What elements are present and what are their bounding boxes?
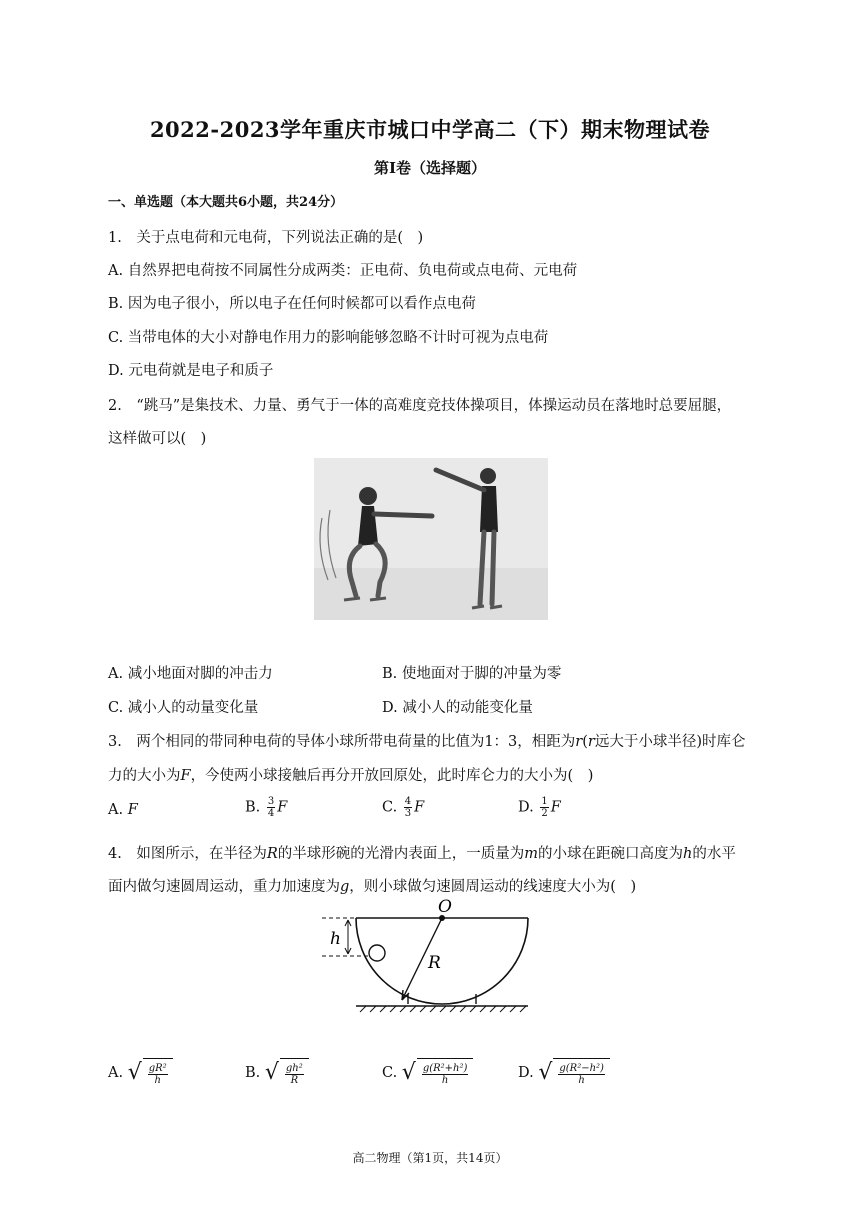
fraction-denominator: 2: [541, 808, 548, 819]
q4-option-d-label: D.: [518, 1065, 534, 1081]
q3-stem-line1: [108, 730, 746, 751]
fraction-denominator: h: [441, 1074, 449, 1086]
q2-option-b: B. 使地面对于脚的冲量为零: [382, 666, 562, 682]
q1-option-c: C. 当带电体的大小对静电作用力的影响能够忽略不计时可视为点电荷: [108, 330, 549, 346]
q3-var-r: r: [575, 734, 583, 750]
fraction-denominator: R: [290, 1074, 299, 1086]
q3-var-f: F: [180, 768, 191, 784]
q3-option-a-label: A.: [108, 802, 124, 818]
q4-option-d: [518, 1058, 610, 1088]
q1-option-b: B. 因为电子很小，所以电子在任何时候都可以看作点电荷: [108, 296, 476, 312]
q3-option-d-var: F: [550, 799, 561, 816]
q3-stem-line2: [108, 764, 593, 785]
q4-option-b-label: B.: [245, 1065, 261, 1081]
fraction-denominator: 3: [404, 808, 412, 819]
fraction-numerator: g(R²+h²): [422, 1062, 468, 1074]
fraction-numerator: gh²: [285, 1062, 303, 1074]
q4-var-r: R: [266, 846, 278, 862]
q4-stem-text-c: 的小球在距碗口高度为: [538, 846, 684, 862]
q4-stem-line2: [108, 875, 636, 896]
fraction-numerator: 4: [404, 796, 412, 807]
q2-option-d: D. 减小人的动能变化量: [382, 700, 533, 716]
q3-option-b-var: F: [277, 799, 288, 816]
q4-var-h: h: [683, 846, 693, 862]
q4-option-b: [245, 1058, 309, 1088]
fraction-numerator: 3: [267, 796, 275, 807]
fraction-denominator: h: [578, 1074, 585, 1086]
q3-stem-text-d: ，今使两小球接触后再分开放回原处，此时库仑力的大小为( ): [190, 768, 594, 784]
q1-stem: 1. 关于点电荷和元电荷，下列说法正确的是( ): [108, 230, 424, 246]
page-footer: 高二物理（第1页，共14页）: [352, 1151, 508, 1165]
hemispherical-bowl-figure: [320, 898, 550, 1018]
q2-stem-line1: 2. “跳马”是集技术、力量、勇气于一体的高难度竞技体操项目，体操运动员在落地时总要屈腿，: [108, 398, 732, 414]
fraction-numerator: gR²: [148, 1062, 167, 1074]
q3-option-b-label: B.: [245, 799, 261, 816]
q3-option-c-var: F: [414, 799, 425, 816]
sqrt-sign: √ $\frac{\text{gR²}}{h}$: [128, 1058, 173, 1088]
fraction-numerator: 1: [541, 796, 548, 807]
q1-option-d: D. 元电荷就是电子和质子: [108, 363, 274, 379]
q4-stem-text-a: 4. 如图所示，在半径为: [108, 846, 267, 862]
q3-option-c-label: C.: [382, 799, 398, 816]
q1-option-a: A. 自然界把电荷按不同属性分成两类：正电荷、负电荷或点电荷、元电荷: [108, 263, 578, 279]
q3-option-d: [518, 796, 561, 819]
q3-option-a-value: F: [127, 802, 138, 818]
q3-option-d-label: D.: [518, 799, 534, 816]
sqrt-sign: √ $\frac{\text{gh²}}{R}$: [265, 1058, 309, 1088]
fraction-denominator: h: [154, 1074, 161, 1086]
q2-option-a: A. 减小地面对脚的冲击力: [108, 666, 273, 682]
q3-paren: (: [582, 734, 588, 750]
q4-stem-line1: [108, 842, 736, 863]
q3-option-b-fraction: [267, 796, 275, 819]
q3-option-c: [382, 796, 424, 819]
q4-stem-text-e: 面内做匀速圆周运动，重力加速度为: [108, 879, 340, 895]
fraction-denominator: 4: [267, 808, 275, 819]
q4-var-m: m: [524, 846, 539, 862]
section-heading: 一、单选题（本大题共6小题，共24分）: [108, 195, 344, 210]
figure-label-o: O: [438, 898, 452, 917]
q4-option-a-label: A.: [108, 1065, 124, 1081]
q3-stem-text-c: 力的大小为: [108, 768, 181, 784]
q4-var-g: g: [340, 879, 350, 895]
volume-subtitle: 第I卷（选择题）: [373, 159, 487, 177]
q3-option-a: [108, 802, 138, 818]
q4-stem-text-b: 的半球形碗的光滑内表面上，一质量为: [277, 846, 525, 862]
q4-stem-text-d: 的水平: [692, 846, 736, 862]
q3-option-d-fraction: [540, 796, 548, 819]
page-title: 2022-2023学年重庆市城口中学高二（下）期末物理试卷: [149, 117, 711, 142]
q2-stem-line2: 这样做可以( ): [108, 431, 207, 447]
sqrt-sign: √ $\frac{\text{g(R²+h²)}}{h}$: [402, 1058, 474, 1088]
q4-stem-text-f: ，则小球做匀速圆周运动的线速度大小为( ): [349, 879, 637, 895]
sqrt-sign: √ $\frac{\text{g(R²−h²)}}{h}$: [538, 1058, 610, 1088]
gymnast-landing-figure: [314, 458, 548, 620]
figure-label-h: h: [330, 929, 341, 949]
q4-option-c-label: C.: [382, 1065, 398, 1081]
q3-var-r2: r: [587, 734, 595, 750]
q3-option-b: [245, 796, 287, 819]
q4-option-c: [382, 1058, 473, 1088]
q2-option-c: C. 减小人的动量变化量: [108, 700, 259, 716]
fraction-numerator: g(R²−h²): [559, 1062, 604, 1074]
q3-option-c-fraction: [404, 796, 412, 819]
q3-stem-text-a: 3. 两个相同的带同种电荷的导体小球所带电荷量的比值为1：3，相距为: [108, 734, 576, 750]
q3-stem-text-b: 远大于小球半径)时库仑: [594, 734, 746, 750]
figure-label-r: R: [428, 953, 441, 973]
q4-option-a: [108, 1058, 173, 1088]
